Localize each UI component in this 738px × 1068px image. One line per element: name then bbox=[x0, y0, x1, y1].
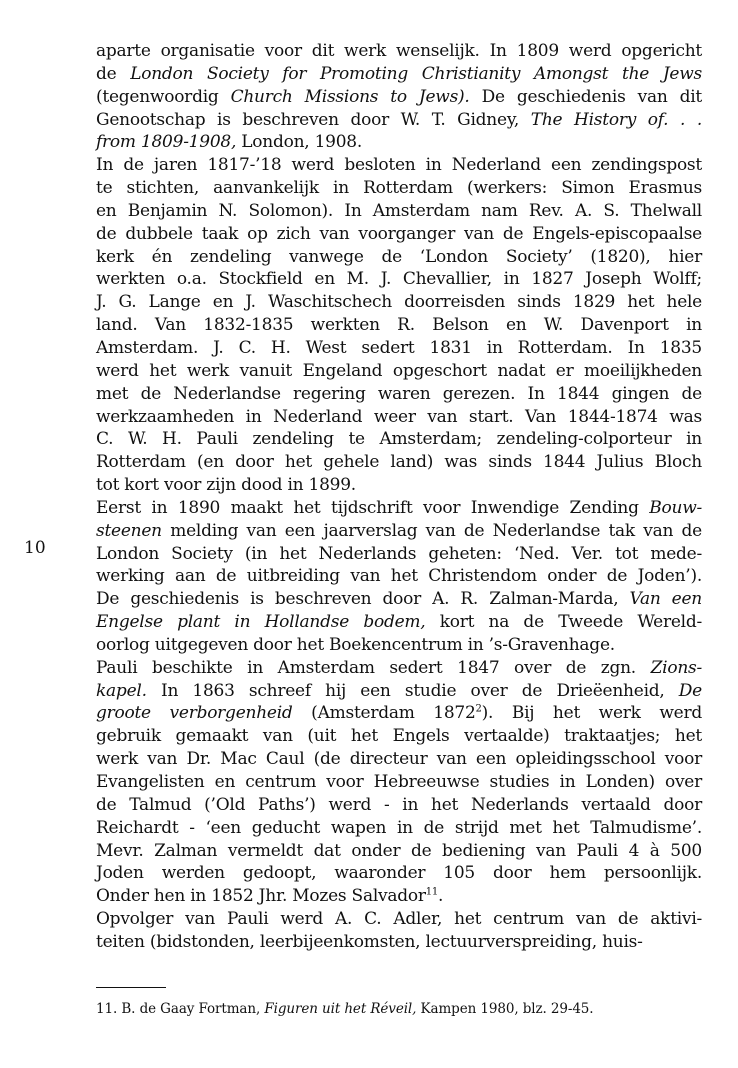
text-line: J. G. Lange en J. Waschitschech doorreisden sinds 1829 het hele bbox=[96, 292, 702, 313]
text-line: groote verborgenheid (Amsterdam 1872$^2$). Bij het werk werd bbox=[96, 703, 702, 724]
text-line: (tegenwoordig Church Missions to Jews). De geschiedenis van dit bbox=[96, 86, 702, 107]
margin-line-number: 10 bbox=[24, 538, 46, 558]
text-line: werk van Dr. Mac Caul (de directeur van een opleidingsschool voor bbox=[96, 749, 702, 770]
footnote-separator bbox=[96, 987, 166, 988]
text-line: Engelse plant in Hollandse bodem, kort na de Tweede Wereld- bbox=[96, 612, 702, 633]
text-line: from 1809-1908, London, 1908. bbox=[96, 132, 363, 153]
text-line: de dubbele taak op zich van voorganger van de Engels-episcopaalse bbox=[96, 223, 702, 244]
text-line: Mevr. Zalman vermeldt dat onder de bediening van Pauli 4 à 500 bbox=[96, 840, 702, 861]
text-line: werd het werk vanuit Engeland opgeschort nadat er moeilijkheden bbox=[96, 360, 702, 381]
text-line: land. Van 1832-1835 werkten R. Belson en W. Davenport in bbox=[96, 315, 702, 336]
text-line: de London Society for Promoting Christianity Amongst the Jews bbox=[96, 63, 702, 84]
text-line: teiten (bidstonden, leerbijeenkomsten, lectuurverspreiding, huis- bbox=[96, 931, 643, 952]
text-line: Rotterdam (en door het gehele land) was sinds 1844 Julius Bloch bbox=[96, 452, 702, 473]
text-line: Pauli beschikte in Amsterdam sedert 1847 over de zgn. Zions- bbox=[96, 657, 702, 678]
text-line: Evangelisten en centrum voor Hebreeuwse studies in Londen) over bbox=[96, 772, 702, 792]
text-line: In de jaren 1817-’18 werd besloten in Nederland een zendingspost bbox=[96, 155, 702, 176]
text-line: Joden werden gedoopt, waaronder 105 door hem persoonlijk. bbox=[96, 863, 702, 884]
text-line: De geschiedenis is beschreven door A. R. Zalman-Marda, Van een bbox=[96, 589, 702, 610]
text-line: met de Nederlandse regering waren gerezen. In 1844 gingen de bbox=[96, 383, 702, 404]
text-line: werking aan de uitbreiding van het Christendom onder de Joden’). bbox=[96, 566, 702, 587]
text-line: Eerst in 1890 maakt het tijdschrift voor Inwendige Zending Bouw- bbox=[96, 497, 702, 518]
text-line: gebruik gemaakt van (uit het Engels vertaalde) traktaatjes; het bbox=[96, 726, 702, 747]
text-line: te stichten, aanvankelijk in Rotterdam (werkers: Simon Erasmus bbox=[96, 178, 702, 199]
text-line: aparte organisatie voor dit werk wenselijk. In 1809 werd opgericht bbox=[96, 41, 702, 61]
text-line: Amsterdam. J. C. H. West sedert 1831 in Rotterdam. In 1835 bbox=[96, 337, 702, 358]
text-line: Genootschap is beschreven door W. T. Gidney, The History of. . . bbox=[96, 109, 702, 130]
text-line: de Talmud (’Old Paths’) werd - in het Nederlands vertaald door bbox=[96, 794, 702, 815]
text-line: Reichardt - ‘een geducht wapen in de strijd met het Talmudisme’. bbox=[96, 817, 702, 838]
text-line: werkzaamheden in Nederland weer van start. Van 1844-1874 was bbox=[96, 406, 702, 427]
text-line: Onder hen in 1852 Jhr. Mozes Salvador$^{11}$. bbox=[96, 886, 444, 907]
footnote: 11. B. de Gaay Fortman, Figuren uit het Réveil, Kampen 1980, blz. 29-45. bbox=[96, 1001, 594, 1017]
text-line: London Society (in het Nederlands geheten: ‘Ned. Ver. tot mede- bbox=[96, 543, 702, 564]
text-line: werkten o.a. Stockfield en M. J. Chevallier, in 1827 Joseph Wolff; bbox=[96, 269, 702, 290]
text-line: tot kort voor zijn dood in 1899. bbox=[96, 475, 356, 496]
text-line: kerk én zendeling vanwege de ‘London Society’ (1820), hier bbox=[96, 246, 702, 267]
text-line: kapel. In 1863 schreef hij een studie over de Drieëenheid, De bbox=[96, 680, 702, 701]
body-text bbox=[96, 40, 702, 954]
text-line: oorlog uitgegeven door het Boekencentrum in ’s-Gravenhage. bbox=[96, 634, 615, 655]
text-line: Opvolger van Pauli werd A. C. Adler, het centrum van de aktivi- bbox=[96, 909, 702, 930]
text-line: steenen melding van een jaarverslag van de Nederlandse tak van de bbox=[96, 520, 702, 541]
text-line: C. W. H. Pauli zendeling te Amsterdam; zendeling-colporteur in bbox=[96, 429, 702, 450]
text-line: en Benjamin N. Solomon). In Amsterdam nam Rev. A. S. Thelwall bbox=[96, 200, 702, 221]
